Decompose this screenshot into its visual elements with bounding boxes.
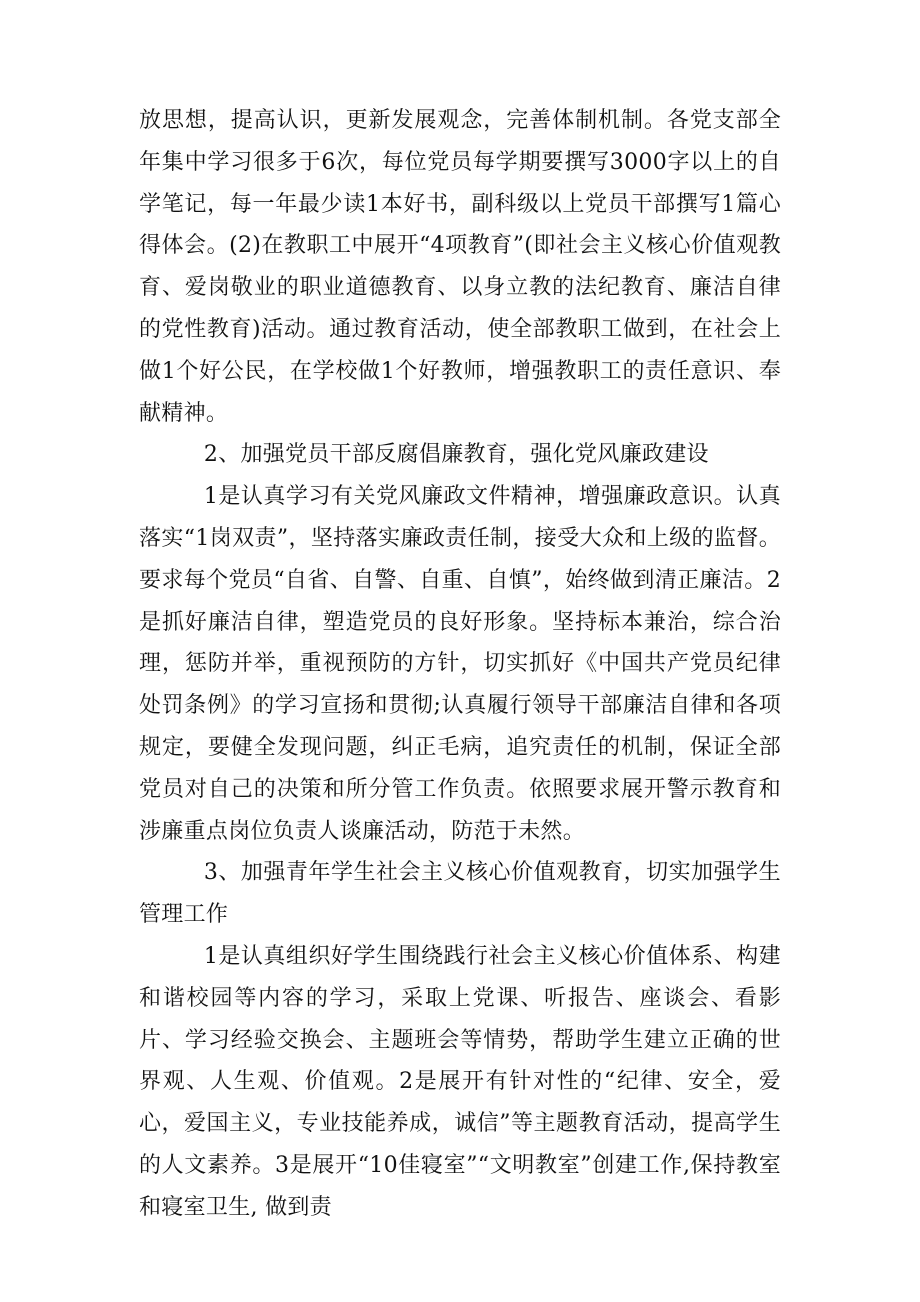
section-heading-3: 3、加强青年学生社会主义核心价值观教育，切实加强学生管理工作	[139, 860, 781, 928]
document-body	[139, 100, 781, 1229]
section-heading-2: 2、加强党员干部反腐倡廉教育，强化党风廉政建设	[203, 442, 709, 468]
paragraph-section-3: 1是认真组织好学生围绕践行社会主义核心价值体系、构建和谐校园等内容的学习，采取上党课、听报告、座谈会、看影片、学习经验交换会、主题班会等情势，帮助学生建立正确的世界观、人生观、价值观。2是展开有针对性的“纪律、安全，爱心，爱国主义，专业技能养成，诚信”等主题教育活动，提高学生的人文素养。3是展开“10佳寝室”“文明教室”创建工作,保持教室和寝室卫生, 做到责	[139, 943, 781, 1220]
paragraph-section-2: 1是认真学习有关党风廉政文件精神，增强廉政意识。认真落实“1岗双责”，坚持落实廉政责任制，接受大众和上级的监督。要求每个党员“自省、自警、自重、自慎”，始终做到清正廉洁。2是抓好廉洁自律，塑造党员的良好形象。坚持标本兼治，综合治理，惩防并举，重视预防的方针，切实抓好《中国共产党员纪律处罚条例》的学习宣扬和贯彻;认真履行领导干部廉洁自律和各项规定，要健全发现问题，纠正毛病，追究责任的机制，保证全部党员对自己的决策和所分管工作负责。依照要求展开警示教育和涉廉重点岗位负责人谈廉活动，防范于未然。	[139, 484, 781, 844]
paragraph-continuation: 放思想，提高认识，更新发展观念，完善体制机制。各党支部全年集中学习很多于6次，每位党员每学期要撰写3000字以上的自学笔记，每一年最少读1本好书，副科级以上党员干部撰写1篇心得体会。(2)在教职工中展开“4项教育”(即社会主义核心价值观教育、爱岗敬业的职业道德教育、以身立教的法纪教育、廉洁自律的党性教育)活动。通过教育活动，使全部教职工做到，在社会上做1个好公民，在学校做1个好教师，增强教职工的责任意识、奉献精神。	[139, 108, 781, 426]
